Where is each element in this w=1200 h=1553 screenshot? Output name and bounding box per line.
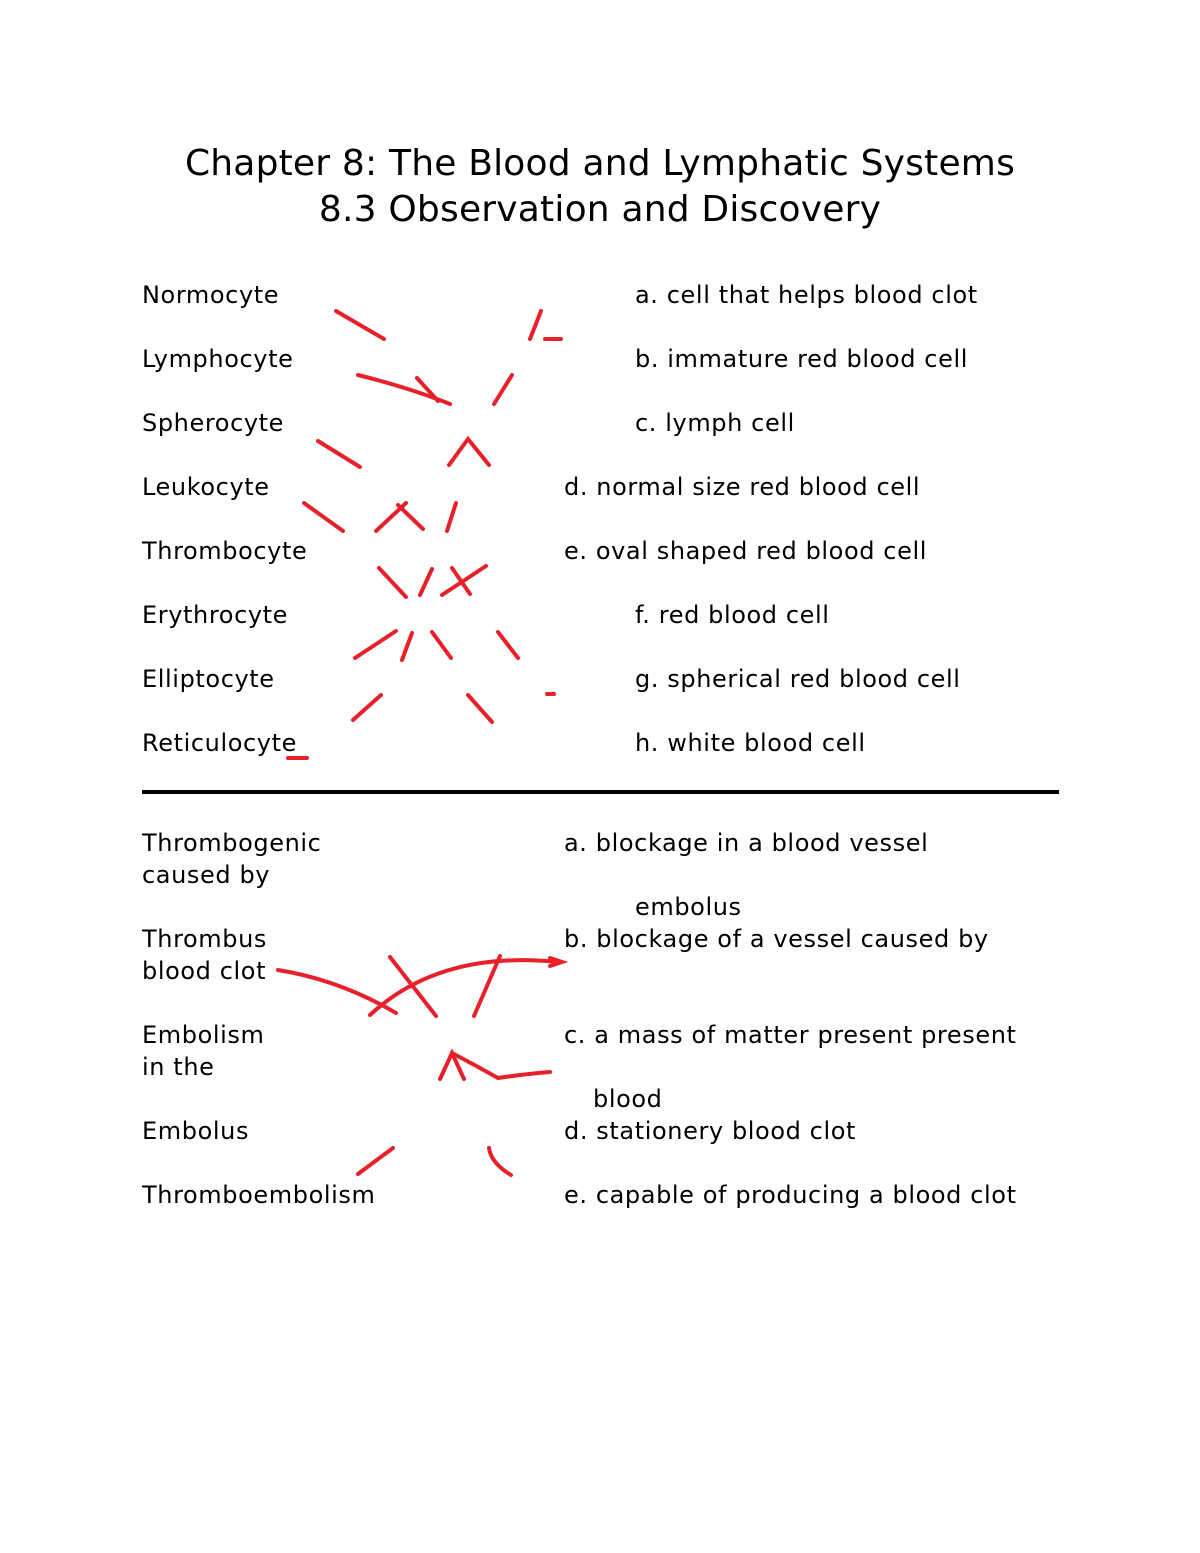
definition-b: b. immature red blood cell [635,345,968,373]
definition-c: c. lymph cell [635,409,795,437]
definition2-b: b. blockage of a vessel caused by [564,925,989,953]
pen-stroke [452,1053,550,1078]
pen-stroke [489,1148,511,1175]
definition-g: g. spherical red blood cell [635,665,961,693]
pen-stroke [379,568,406,597]
definition2-a: a. blockage in a blood vessel [564,829,929,857]
definition2-e: e. capable of producing a blood clot [564,1181,1017,1209]
definition2-c: c. a mass of matter present present [564,1021,1017,1049]
definition-f: f. red blood cell [635,601,830,629]
pen-stroke [442,566,486,595]
term-embolism: Embolism [142,1021,265,1049]
term-leukocyte: Leukocyte [142,473,270,501]
term-thrombus: Thrombus [142,925,268,953]
term-thrombogenic: Thrombogenic [142,829,322,857]
pen-stroke [452,568,470,594]
pen-stroke [498,632,518,658]
pen-stroke [336,311,384,339]
pen-stroke [304,503,343,531]
term-lymphocyte: Lymphocyte [142,345,294,373]
pen-stroke [530,311,541,339]
pen-stroke [468,695,492,722]
pen-stroke [390,957,436,1016]
pen-stroke [447,503,456,531]
pen-stroke [420,569,432,595]
definition-a: a. cell that helps blood clot [635,281,978,309]
term-thromboembolism: Thromboembolism [142,1181,376,1209]
pen-stroke [449,439,489,465]
pen-stroke [402,633,412,660]
pen-stroke [355,631,396,658]
term-embolus: Embolus [142,1117,250,1145]
definition-d: d. normal size red blood cell [564,473,921,501]
pen-stroke [398,505,423,529]
definition2-continuation-blood: blood [593,1085,663,1113]
term-continuation-in-the: in the [142,1053,215,1081]
page-subtitle: 8.3 Observation and Discovery [318,189,882,230]
definition2-d: d. stationery blood clot [564,1117,857,1145]
definition-e: e. oval shaped red blood cell [564,537,927,565]
term-spherocyte: Spherocyte [142,409,285,437]
pen-stroke [494,375,512,404]
definition2-continuation-embolus: embolus [635,893,742,921]
definition-h: h. white blood cell [635,729,866,757]
pen-stroke [432,632,451,658]
term-thrombocyte: Thrombocyte [142,537,308,565]
term-continuation-caused-by: caused by [142,861,271,889]
pen-stroke [318,441,360,467]
pen-stroke [358,1148,393,1174]
term-reticulocyte: Reticulocyte [142,729,297,757]
pen-stroke [353,695,381,720]
term-elliptocyte: Elliptocyte [142,665,275,693]
term-continuation-blood-clot: blood clot [142,957,267,985]
term-erythrocyte: Erythrocyte [142,601,289,629]
term-normocyte: Normocyte [142,281,280,309]
page-title: Chapter 8: The Blood and Lymphatic Systems [184,143,1016,184]
